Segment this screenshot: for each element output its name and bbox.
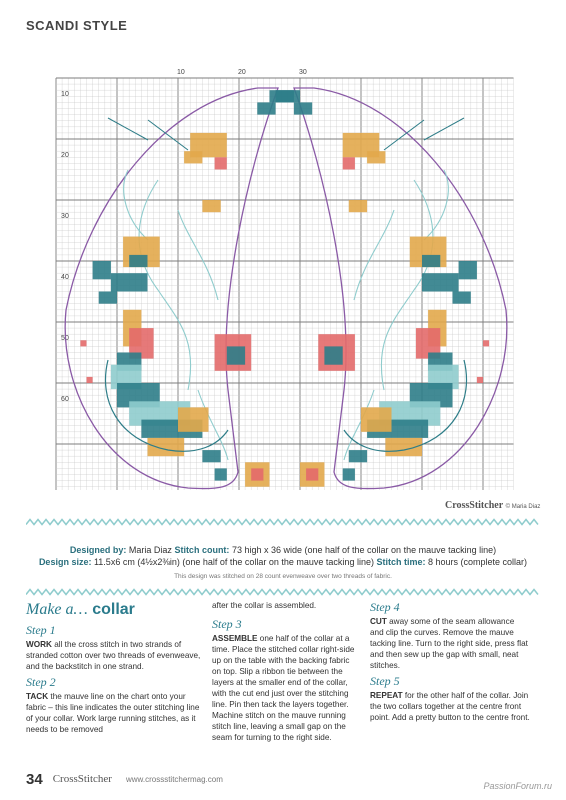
step-1-heading: Step 1 [26,623,56,637]
step-5-body: for the other half of the collar. Join the two collars together at the centre front point. Add a pretty button to the centre front. [370,691,530,722]
design-size-label: Design size: [38,557,92,567]
fabric-note: This design was stitched on 28 count evenweave over two threads of fabric. [174,573,392,580]
column-label: 30 [299,69,307,76]
stitch-block [129,255,147,267]
footer-url[interactable]: www.crossstitchermag.com [125,774,223,784]
page-number: 34 [26,770,43,788]
footer-brand-logo: CrossStitcher [52,773,112,785]
instructions-title-lead: Make a… [26,601,88,618]
stem-backstitch [124,170,148,240]
accent-backstitch [384,120,424,150]
row-label: 20 [61,152,69,159]
zigzag-divider-top [26,518,540,526]
instructions-column-2 [212,600,360,748]
step-1-text [26,639,204,672]
row-label: 60 [61,396,69,403]
stitch-block [361,407,392,431]
step-4-body: away some of the seam allowance and clip the curves. Remove the mauve tacking line. Turn to the right side, press flat and then sew up the gap with small, neat stitches. [370,617,528,670]
stitch-block [367,151,385,163]
step-2-keyword: TACK [26,692,49,701]
design-size-value: 11.5x6 cm (4½x2⅜in) (one half of the collar on the mauve tacking line) [93,557,374,567]
designed-by-label: Designed by: [69,545,127,555]
step-2-continued: after the collar is assembled. [212,601,317,610]
stitch-block [215,157,227,169]
row-label: 50 [61,335,69,342]
step-3-keyword: ASSEMBLE [212,634,258,643]
stitch-block [215,468,227,480]
step-2-text [26,691,204,735]
stitch-block [324,346,342,364]
stitch-block [306,468,318,480]
step-4-heading: Step 4 [370,600,400,614]
stitch-block [93,261,111,279]
stitch-block [349,200,367,212]
stitch-time-label: Stitch time: [376,557,426,567]
stitch-time-value: 8 hours (complete collar) [428,557,528,567]
stitch-block [202,450,220,462]
instructions-column-3 [370,600,530,728]
step-4-text [370,616,530,671]
stitch-block [294,102,312,114]
step-2-heading: Step 2 [26,675,56,689]
row-label: 30 [61,213,69,220]
stitch-block [477,377,483,383]
column-label: 20 [238,69,246,76]
stitch-block [227,346,245,364]
step-3-heading: Step 3 [212,617,242,631]
accent-backstitch [148,120,188,150]
chart-credit-brand: CrossStitcher [445,500,504,511]
stem-backstitch [424,170,448,240]
stitch-block [270,90,294,102]
designed-by-value: Maria Diaz [128,545,172,555]
step-3-body: one half of the collar at a time. Place the stitched collar right-side up on the table with the backing fabric on top. Slip a ribbon tie between the layers at the smaller end of the collar, with the cut end just over the stitching line. Pin then tack the layers together. Machine stitch on the mauve running stitch line, leaving a small gap on the seam for turning to the right side. [212,634,355,742]
stitch-block [251,468,263,480]
stitch-block [343,157,355,169]
info-line-2 [0,557,566,567]
stitch-block [343,468,355,480]
page-footer [26,769,223,789]
stitch-block [349,450,367,462]
stitch-block [422,255,440,267]
info-line-1 [0,545,566,555]
stitch-block [80,340,86,346]
instructions-title-word: collar [92,601,135,618]
accent-backstitch [424,118,464,140]
stitch-block [202,200,220,212]
step-3-text [212,633,360,743]
row-label: 40 [61,274,69,281]
column-label: 10 [177,69,185,76]
instructions-title [26,601,204,618]
step-5-heading: Step 5 [370,674,400,688]
chart-credit-author: © Maria Diaz [505,504,541,510]
instructions-column-1 [26,600,204,740]
step-5-keyword: REPEAT [370,691,403,700]
step-2-body: the mauve line on the chart onto your fabric – this line indicates the outer stitching line of your collar. Work large running stitches, as it needs to be removed [26,692,200,734]
stitch-block [184,151,202,163]
stitch-block [99,292,117,304]
stitch-count-label: Stitch count: [174,545,230,555]
stitch-block [422,273,459,291]
section-title: SCANDI STYLE [26,18,128,33]
step-5-text [370,690,530,723]
accent-backstitch [108,118,148,140]
row-label: 10 [61,91,69,98]
stitch-block [459,261,477,279]
chart-credit [445,500,540,511]
stitch-block [87,377,93,383]
stitch-block [453,292,471,304]
stitch-block [483,340,489,346]
chart-grid [48,60,524,490]
step-4-keyword: CUT [370,617,387,626]
stitch-block [111,273,148,291]
step-1-body: all the cross stitch in two strands of stranded cotton over two threads of evenweave, and the backstitch in one strand. [26,640,201,671]
step-1-keyword: WORK [26,640,52,649]
cross-stitch-chart [48,60,524,490]
stitch-block [178,407,209,431]
stitch-block [148,438,185,456]
stitch-block [257,102,275,114]
stitch-count-value: 73 high x 36 wide (one half of the collar on the mauve tacking line) [231,545,497,555]
zigzag-divider-bottom [26,588,540,596]
watermark: PassionForum.ru [483,781,552,791]
